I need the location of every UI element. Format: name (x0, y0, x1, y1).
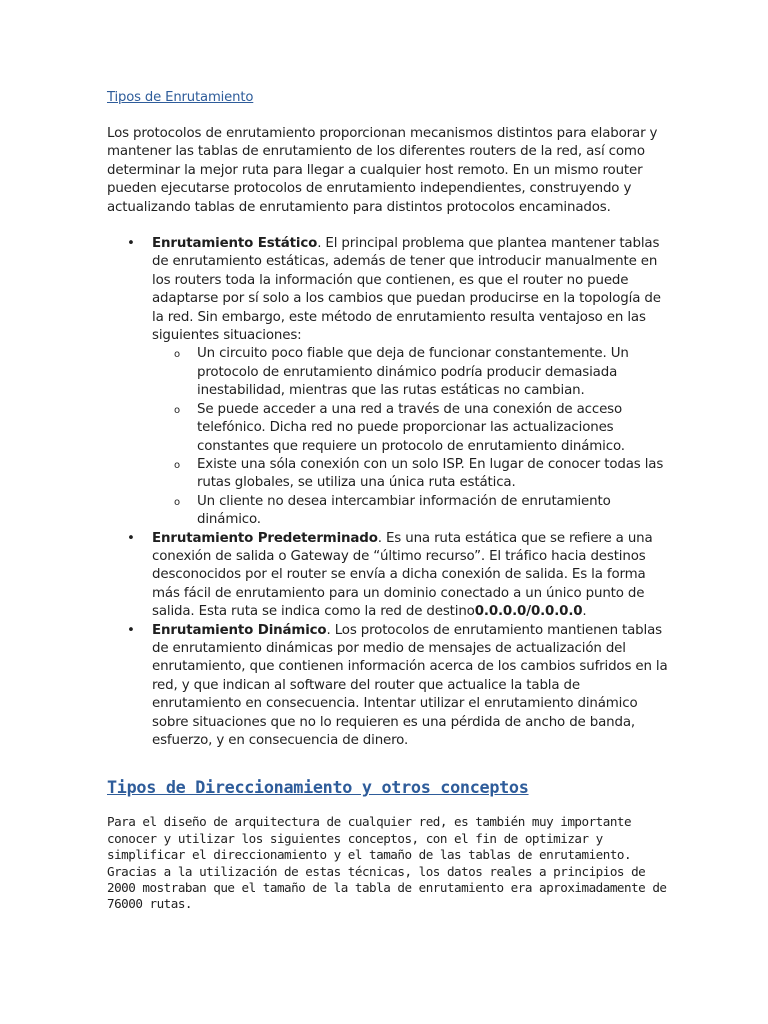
sub-item-text: Existe una sóla conexión con un solo ISP. En lugar de conocer todas las rutas globales, se utiliza una única ruta estática. (197, 456, 664, 491)
sub-item-text: Un cliente no desea intercambiar información de enrutamiento dinámico. (197, 493, 611, 528)
circle-bullet-icon: o (174, 459, 180, 471)
description-dynamic-routing: . Los protocolos de enrutamiento mantienen tablas de enrutamiento dinámicas por medio de mensajes de actualización del enrutamiento, que contienen información acerca de los cambios sufridos en la red, y que indican al software del router que actualice la tabla de enrutamiento en consecuencia. Intentar utilizar el enrutamiento dinámico sobre situaciones que no lo requieren es una pérdida de ancho de banda, esfuerzo, y en consecuencia de dinero. (152, 622, 668, 748)
circle-bullet-icon: o (174, 404, 180, 416)
sub-list-item (152, 493, 668, 530)
sub-list-item (152, 345, 668, 400)
bullet-icon: • (127, 236, 135, 252)
description-default-routing-end: . (582, 604, 587, 620)
bullet-icon: • (127, 530, 135, 546)
circle-bullet-icon: o (174, 349, 180, 361)
sub-list-item (152, 401, 668, 456)
sub-item-text: Se puede acceder a una red a través de una conexión de acceso telefónico. Dicha red no puede proporcionar las actualizaciones constantes que requiere un protocolo de enrutamiento dinámico. (197, 401, 625, 454)
term-dynamic-routing: Enrutamiento Dinámico (152, 622, 327, 638)
list-item-dynamic-routing (107, 622, 668, 751)
bullet-icon: • (127, 622, 135, 638)
intro-paragraph: Los protocolos de enrutamiento proporcionan mecanismos distintos para elaborar y mantener las tablas de enrutamiento de los diferentes routers de la red, así como determinar la mejor ruta para llegar a cualquier host remoto. En un mismo router pueden ejecutarse protocolos de enrutamiento independientes, construyendo y actualizando tablas de enrutamiento para distintos protocolos encaminados. (107, 126, 658, 215)
section-heading-routing-types: Tipos de Enrutamiento (107, 90, 254, 105)
list-item-static-routing (107, 235, 668, 530)
sub-list-item (152, 456, 668, 493)
term-static-routing: Enrutamiento Estático (152, 236, 318, 252)
default-route-address: 0.0.0.0/0.0.0.0 (474, 604, 583, 620)
list-item-default-routing (107, 530, 668, 622)
routing-types-list (107, 235, 668, 750)
description-static-routing: . El principal problema que plantea mantener tablas de enrutamiento estáticas, además de tener que introducir manualmente en los routers toda la información que contienen, es que el router no puede adaptarse por sí solo a los cambios que puedan producirse en la topología de la red. Sin embargo, este método de enrutamiento resulta ventajoso en las siguientes situaciones: (152, 236, 661, 344)
circle-bullet-icon: o (174, 496, 180, 508)
section-heading-addressing-types: Tipos de Direccionamiento y otros conceptos (107, 777, 529, 798)
static-routing-situations-list (152, 345, 668, 529)
term-default-routing: Enrutamiento Predeterminado (152, 530, 378, 546)
closing-paragraph: Para el diseño de arquitectura de cualquier red, es también muy importante conocer y utilizar los siguientes conceptos, con el fin de optimizar y simplificar el direccionamiento y el tamaño de las tablas de enrutamiento. Gracias a la utilización de estas técnicas, los datos reales a principios de 2000 mostraban que el tamaño de la tabla de enrutamiento era aproximadamente de 76000 rutas. (107, 814, 667, 912)
sub-item-text: Un circuito poco fiable que deja de funcionar constantemente. Un protocolo de enrutamiento dinámico podría producir demasiada inestabilidad, mientras que las rutas estáticas no cambian. (197, 346, 629, 399)
description-default-routing: . Es una ruta estática que se refiere a una conexión de salida o Gateway de “último recurso”. El tráfico hacia destinos desconocidos por el router se envía a dicha conexión de salida. Es la forma más fácil de enrutamiento para un dominio conectado a un único punto de salida. Esta ruta se indica como la red de destino (152, 530, 653, 620)
